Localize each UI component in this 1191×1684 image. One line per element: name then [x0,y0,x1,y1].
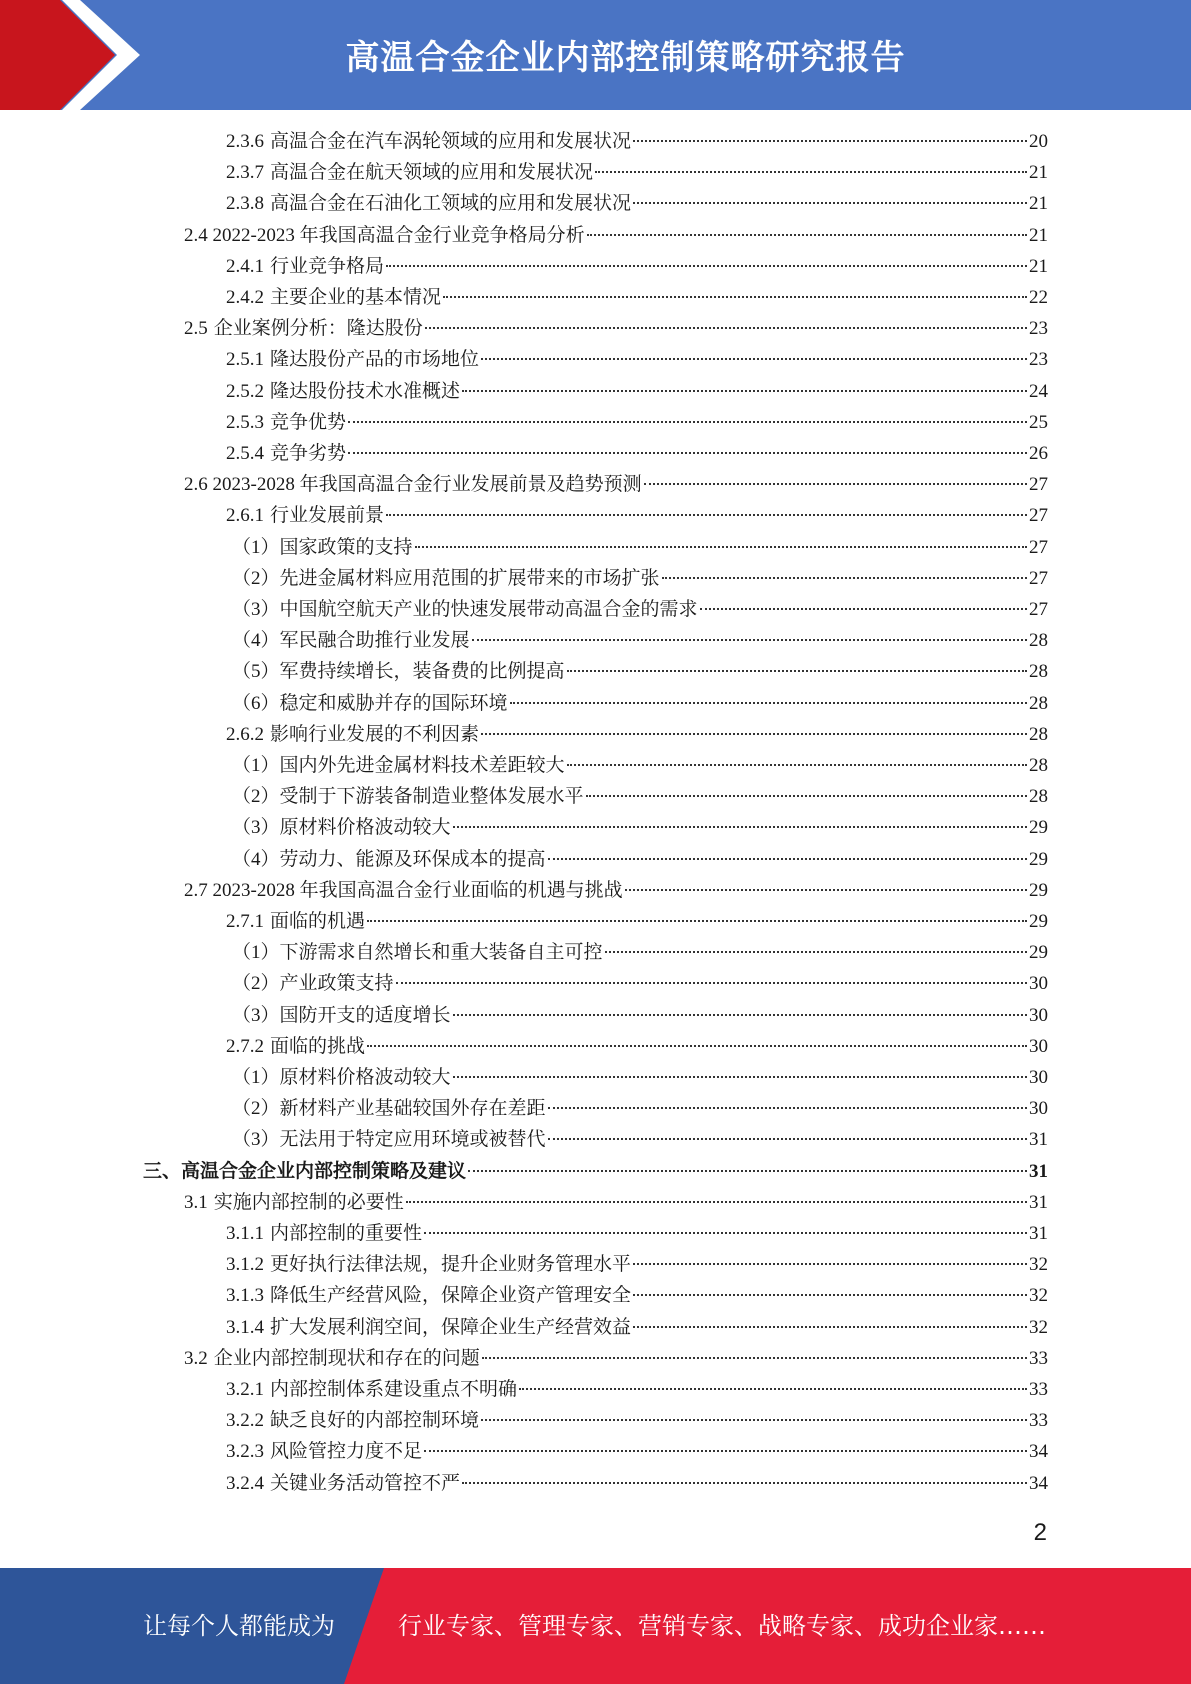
toc-entry-title: （3）中国航空航天产业的快速发展带动高温合金的需求 [232,599,698,620]
page-footer [0,1568,1191,1684]
toc-entry-page: 23 [1029,318,1048,340]
toc-entry-title: 主要企业的基本情况 [270,287,442,308]
toc-entry-label [226,345,479,375]
toc-entry[interactable] [226,1219,1048,1249]
toc-entry-page: 27 [1029,474,1048,496]
toc-entry-page: 30 [1029,1098,1048,1120]
toc-dot-leader [481,1419,1027,1421]
toc-entry-label [184,1344,480,1374]
toc-entry-label [232,845,546,875]
toc-entry-title: 2.7 2023-2028 年我国高温合金行业面临的机遇与挑战 [184,879,623,901]
toc-entry[interactable] [226,501,1048,531]
toc-entry-title: 高温合金在汽车涡轮领域的应用和发展状况 [270,131,632,152]
toc-entry-label [226,501,384,531]
toc-entry-label [226,907,365,937]
toc-entry-label [232,969,394,999]
toc-entry-title: 隆达股份技术水准概述 [270,380,461,402]
toc-entry-label [232,751,565,781]
toc-dot-leader [396,982,1027,984]
toc-entry-title: 2.6 2023-2028 年我国高温合金行业发展前景及趋势预测 [184,474,642,496]
toc-entry-number: 3.2.2 [226,1410,264,1432]
toc-dot-leader [567,670,1027,672]
toc-entry[interactable] [184,470,1048,500]
toc-dot-leader [605,951,1027,953]
toc-entry-number: 3.1.3 [226,1285,264,1307]
toc-entry-title: 内部控制的重要性 [270,1223,423,1244]
toc-dot-leader [633,1326,1027,1328]
toc-entry-label [232,657,565,687]
toc-entry-number: 3.1.4 [226,1316,264,1338]
toc-entry-page: 27 [1029,505,1048,527]
toc-entry-number: 2.5.2 [226,380,264,402]
toc-entry-page: 28 [1029,723,1048,745]
toc-entry-label [184,876,623,906]
toc-entry-title: （1）国内外先进金属材料技术差距较大 [232,755,565,776]
toc-entry[interactable] [184,221,1048,251]
toc-entry-page: 28 [1029,786,1048,808]
toc-entry-page: 27 [1029,536,1048,558]
toc-entry-label [232,533,413,563]
toc-dot-leader [662,577,1027,579]
toc-dot-leader [386,514,1027,516]
toc-entry-page: 21 [1029,224,1048,246]
toc-entry-page: 29 [1029,942,1048,964]
toc-entry-label [226,377,460,407]
toc-entry[interactable] [184,1188,1048,1218]
toc-dot-leader [481,733,1027,735]
toc-entry-title: 扩大发展利润空间，保障企业生产经营效益 [270,1316,632,1338]
toc-dot-leader [548,1138,1027,1140]
toc-entry-page: 33 [1029,1410,1048,1432]
toc-entry[interactable] [226,345,1048,375]
toc-entry-label [226,252,384,282]
toc-entry[interactable] [232,1001,1048,1031]
toc-entry-page: 29 [1029,911,1048,932]
toc-entry-label [232,626,470,656]
toc-entry[interactable] [232,564,1048,594]
toc-entry-title: 竞争优势 [270,411,347,433]
toc-entry[interactable] [232,689,1048,719]
toc-entry-page: 30 [1029,1067,1048,1088]
toc-entry[interactable] [226,1437,1048,1467]
toc-entry-title: 企业案例分析：隆达股份 [213,318,423,340]
toc-entry-title: 实施内部控制的必要性 [213,1191,404,1213]
toc-entry-title: （2）新材料产业基础较国外存在差距 [232,1098,546,1120]
toc-entry-number: 3.2.3 [226,1441,264,1463]
toc-entry-number: 2.6.2 [226,723,264,745]
toc-entry-page: 20 [1029,131,1048,152]
toc-entry-page: 26 [1029,443,1048,464]
toc-dot-leader [472,639,1027,641]
toc-entry-title: 行业竞争格局 [270,255,385,277]
toc-dot-leader [481,358,1027,360]
toc-entry-title: 2.4 2022-2023 年我国高温合金行业竞争格局分析 [184,224,585,246]
toc-entry-number: 3.1.1 [226,1223,264,1244]
toc-entry-label [226,189,631,219]
toc-entry-label [226,1250,631,1280]
toc-entry-page: 31 [1029,1129,1048,1151]
page-header [0,0,1191,110]
toc-entry[interactable] [226,158,1048,188]
toc-entry-label [226,1437,422,1467]
toc-entry-title: 影响行业发展的不利因素 [270,723,480,745]
toc-dot-leader [415,546,1027,548]
toc-entry-title: 行业发展前景 [270,505,385,527]
toc-dot-leader [633,1294,1027,1296]
toc-entry-label [226,1313,631,1343]
toc-entry-label [232,938,603,968]
toc-entry-page: 32 [1029,1254,1048,1276]
toc-dot-leader [462,1482,1027,1484]
toc-entry[interactable] [226,439,1048,469]
toc-entry-title: （5）军费持续增长，装备费的比例提高 [232,661,565,683]
toc-entry-page: 22 [1029,287,1048,308]
toc-dot-leader [595,171,1027,173]
toc-entry-page: 21 [1029,162,1048,184]
toc-entry-label [226,1406,479,1436]
toc-dot-leader [468,1170,1027,1172]
toc-entry-label [232,813,451,843]
toc-entry-page: 30 [1029,1035,1048,1057]
toc-entry[interactable] [226,1469,1048,1499]
toc-entry-label [226,1469,460,1499]
toc-entry-number: 3.2.4 [226,1472,264,1494]
toc-entry[interactable] [232,845,1048,875]
toc-entry-title: 企业内部控制现状和存在的问题 [213,1347,480,1369]
toc-entry[interactable] [226,907,1048,937]
toc-dot-leader [482,1357,1027,1359]
toc-entry[interactable] [184,1344,1048,1374]
toc-entry-page: 31 [1029,1191,1048,1213]
toc-entry-label [226,283,441,313]
toc-entry-label [232,782,584,812]
toc-entry[interactable] [226,1406,1048,1436]
toc-entry-title: （2）先进金属材料应用范围的扩展带来的市场扩张 [232,567,660,589]
toc-entry[interactable] [226,377,1048,407]
toc-dot-leader [510,702,1027,704]
toc-entry-title: 高温合金在石油化工领域的应用和发展状况 [270,193,632,215]
toc-entry-label [232,1001,451,1031]
toc-entry[interactable] [232,969,1048,999]
toc-entry-title: 内部控制体系建设重点不明确 [270,1379,518,1400]
toc-entry-label [184,1188,404,1218]
toc-entry[interactable] [226,1032,1048,1062]
toc-dot-leader [367,1045,1027,1047]
toc-entry-number: 3.1.2 [226,1254,264,1276]
toc-entry-label [232,595,698,625]
toc-entry[interactable] [232,1094,1048,1124]
toc-entry-number: 3.2.1 [226,1379,264,1400]
toc-entry-number: 2.5.4 [226,443,264,464]
toc-entry-title: 三、高温合金企业内部控制策略及建议 [143,1160,467,1182]
toc-entry[interactable] [232,533,1048,563]
toc-entry-page: 29 [1029,817,1048,839]
toc-dot-leader [586,795,1027,797]
toc-entry[interactable] [232,813,1048,843]
toc-entry-number: 2.7.1 [226,911,264,932]
toc-entry[interactable] [226,127,1048,157]
footer-slogan-right: 行业专家、管理专家、营销专家、战略专家、成功企业家…… [398,1612,1046,1640]
toc-entry-number: 2.4.2 [226,287,264,308]
toc-entry-page: 28 [1029,692,1048,714]
toc-dot-leader [386,265,1027,267]
toc-entry[interactable] [232,751,1048,781]
toc-entry-title: （4）军民融合助推行业发展 [232,630,470,652]
toc-entry-page: 30 [1029,973,1048,995]
toc-dot-leader [406,1201,1027,1203]
toc-dot-leader [348,452,1027,454]
toc-entry-label [226,439,346,469]
toc-entry-title: （2）产业政策支持 [232,973,394,995]
toc-entry-label [226,1375,517,1405]
toc-dot-leader [424,1450,1027,1452]
toc-entry-label [226,127,631,157]
toc-entry-page: 28 [1029,755,1048,776]
toc-entry-title: 竞争劣势 [270,443,347,464]
toc-entry-number: 2.5.1 [226,349,264,371]
toc-entry[interactable] [226,1313,1048,1343]
toc-dot-leader [633,202,1027,204]
toc-dot-leader [367,920,1027,922]
toc-entry-label [226,408,346,438]
footer-slogan-left: 让每个人都能成为 [143,1612,335,1640]
toc-entry-title: 隆达股份产品的市场地位 [270,349,480,371]
toc-dot-leader [625,889,1027,891]
toc-entry-label [232,1094,546,1124]
toc-entry-label [226,720,479,750]
toc-entry[interactable] [184,876,1048,906]
toc-entry[interactable] [226,720,1048,750]
toc-entry-number: 2.3.7 [226,162,264,184]
toc-entry-page: 24 [1029,380,1048,402]
toc-entry-page: 21 [1029,193,1048,215]
toc-entry-label [143,1157,466,1187]
toc-entry-page: 21 [1029,255,1048,277]
toc-dot-leader [567,764,1027,766]
toc-dot-leader [633,140,1027,142]
toc-entry-label [184,221,585,251]
toc-entry-page: 30 [1029,1004,1048,1026]
toc-entry-number: 2.5.3 [226,411,264,433]
toc-entry-page: 28 [1029,661,1048,683]
toc-entry-page: 31 [1029,1160,1048,1182]
toc-entry-label [232,1125,546,1155]
toc-entry-number: 2.3.8 [226,193,264,215]
toc-entry[interactable] [226,1281,1048,1311]
toc-entry-title: 更好执行法律法规，提升企业财务管理水平 [270,1254,632,1276]
toc-entry-title: （4）劳动力、能源及环保成本的提高 [232,848,546,870]
toc-entry-page: 29 [1029,848,1048,870]
toc-entry-title: （6）稳定和威胁并存的国际环境 [232,692,508,714]
toc-entry-number: 2.7.2 [226,1035,264,1057]
toc-entry-page: 34 [1029,1441,1048,1463]
toc-entry-title: 面临的挑战 [270,1035,366,1057]
toc-entry[interactable] [232,626,1048,656]
toc-entry[interactable] [232,1125,1048,1155]
page-number: 2 [1033,1519,1047,1546]
toc-entry-page: 29 [1029,879,1048,901]
toc-entry[interactable] [143,1157,1048,1187]
toc-entry-label [184,314,423,344]
toc-entry-page: 27 [1029,567,1048,589]
toc-dot-leader [443,296,1027,298]
toc-entry-title: 降低生产经营风险，保障企业资产管理安全 [270,1285,632,1307]
toc-entry-title: （1）国家政策的支持 [232,536,413,558]
toc-entry[interactable] [232,938,1048,968]
toc-entry-number: 3.2 [184,1347,208,1369]
toc-dot-leader [548,1107,1027,1109]
toc-dot-leader [453,1014,1027,1016]
toc-entry-label [184,470,642,500]
toc-entry-page: 33 [1029,1347,1048,1369]
toc-entry[interactable] [226,408,1048,438]
toc-dot-leader [453,1076,1027,1078]
toc-entry-page: 28 [1029,630,1048,652]
toc-entry-label [226,158,593,188]
toc-entry-title: 关键业务活动管控不严 [270,1472,461,1494]
toc-entry-page: 32 [1029,1285,1048,1307]
toc-entry-label [226,1281,631,1311]
toc-entry-label [226,1032,365,1062]
toc-entry-title: （1）下游需求自然增长和重大装备自主可控 [232,942,603,964]
toc-entry-title: （3）无法用于特定应用环境或被替代 [232,1129,546,1151]
toc-entry-page: 27 [1029,599,1048,620]
toc-entry[interactable] [226,252,1048,282]
toc-entry-label [232,689,508,719]
toc-entry-title: 风险管控力度不足 [270,1441,423,1463]
toc-dot-leader [633,1263,1027,1265]
toc-entry-title: （2）受制于下游装备制造业整体发展水平 [232,786,584,808]
toc-entry[interactable] [226,1250,1048,1280]
toc-dot-leader [425,327,1027,329]
toc-entry-number: 2.5 [184,318,208,340]
toc-entry-title: （3）原材料价格波动较大 [232,817,451,839]
toc-entry-label [232,564,660,594]
toc-entry[interactable] [232,595,1048,625]
toc-dot-leader [644,483,1027,485]
toc-dot-leader [453,826,1027,828]
toc-entry-label [226,1219,422,1249]
toc-entry-page: 33 [1029,1379,1048,1400]
toc-entry[interactable] [226,189,1048,219]
toc-dot-leader [519,1388,1027,1390]
toc-entry-title: 高温合金在航天领域的应用和发展状况 [270,162,594,184]
toc-entry-label [232,1063,451,1093]
toc-entry[interactable] [232,657,1048,687]
toc-entry[interactable] [226,283,1048,313]
toc-entry-number: 2.6.1 [226,505,264,527]
toc-entry-title: 缺乏良好的内部控制环境 [270,1410,480,1432]
toc-entry-number: 2.4.1 [226,255,264,277]
toc-dot-leader [587,234,1027,236]
toc-dot-leader [700,608,1027,610]
toc-entry-page: 32 [1029,1316,1048,1338]
toc-entry-page: 34 [1029,1472,1048,1494]
toc-entry-title: （1）原材料价格波动较大 [232,1067,451,1088]
toc-entry[interactable] [226,1375,1048,1405]
toc-dot-leader [348,421,1027,423]
toc-dot-leader [548,858,1027,860]
toc-entry[interactable] [232,1063,1048,1093]
toc-entry-number: 2.3.6 [226,131,264,152]
toc-entry-title: 面临的机遇 [270,911,366,932]
toc-entry[interactable] [232,782,1048,812]
toc-entry-page: 23 [1029,349,1048,371]
report-title: 高温合金企业内部控制策略研究报告 [345,38,906,78]
toc-entry-page: 31 [1029,1223,1048,1244]
toc-entry-title: （3）国防开支的适度增长 [232,1004,451,1026]
toc-dot-leader [424,1232,1027,1234]
toc-dot-leader [462,390,1027,392]
toc-entry-number: 3.1 [184,1191,208,1213]
toc-entry[interactable] [184,314,1048,344]
toc-entry-page: 25 [1029,411,1048,433]
